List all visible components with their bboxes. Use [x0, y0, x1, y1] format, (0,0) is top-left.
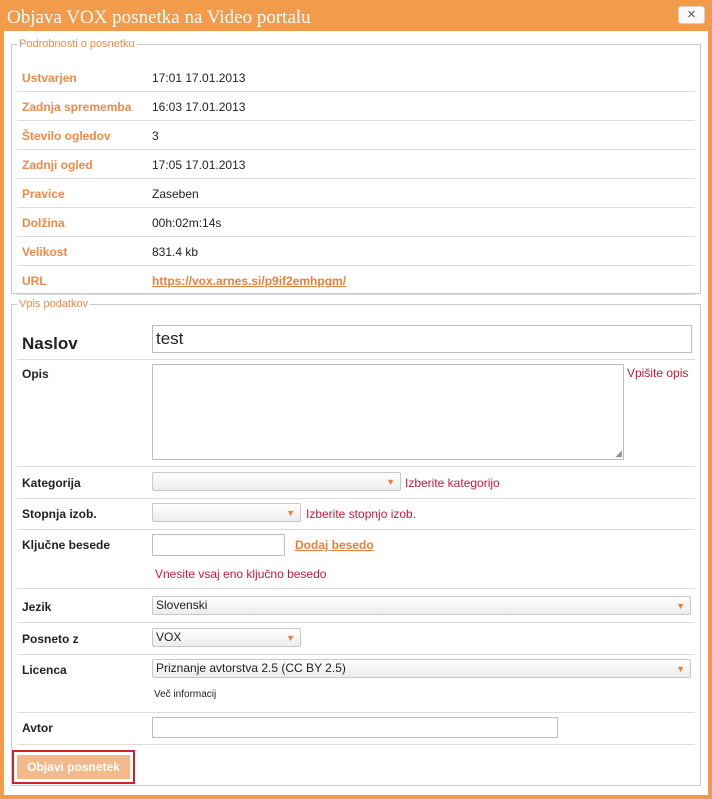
- detail-label: Zadnji ogled: [22, 158, 93, 172]
- detail-row-modified: [17, 92, 695, 121]
- divider: [17, 498, 695, 499]
- dialog-content: [4, 31, 708, 795]
- license-more-info-link[interactable]: Več informacij: [154, 689, 217, 700]
- detail-value: Zaseben: [152, 187, 199, 201]
- detail-label: Pravice: [22, 187, 65, 201]
- publish-button[interactable]: Objavi posnetek: [17, 755, 130, 779]
- divider: [17, 359, 695, 360]
- detail-row-rights: [17, 179, 695, 208]
- detail-value: 00h:02m:14s: [152, 216, 222, 230]
- description-textarea[interactable]: [152, 364, 624, 460]
- divider: [17, 744, 695, 745]
- form-fieldset: [11, 298, 701, 786]
- license-select[interactable]: [152, 659, 691, 678]
- detail-value: 3: [152, 129, 159, 143]
- dialog-title: Objava VOX posnetka na Video portalu: [7, 7, 311, 28]
- details-fieldset: [11, 38, 701, 294]
- detail-label: Ustvarjen: [22, 71, 77, 85]
- close-button[interactable]: ×: [678, 6, 705, 24]
- detail-value: 17:01 17.01.2013: [152, 71, 246, 85]
- detail-label: Velikost: [22, 245, 68, 259]
- form-legend: Vpis podatkov: [19, 298, 89, 310]
- detail-label: URL: [22, 274, 47, 288]
- detail-row-created: [17, 63, 695, 92]
- detail-label: Zadnja sprememba: [22, 100, 132, 114]
- author-label: Avtor: [22, 721, 53, 735]
- language-select[interactable]: [152, 596, 691, 615]
- language-label: Jezik: [22, 600, 52, 614]
- detail-value: 17:05 17.01.2013: [152, 158, 246, 172]
- license-value: Priznanje avtorstva 2.5 (CC BY 2.5): [156, 661, 346, 675]
- resize-grip-icon[interactable]: ◢: [615, 448, 622, 458]
- recorded-with-select[interactable]: [152, 628, 301, 647]
- detail-value: 831.4 kb: [152, 245, 199, 259]
- description-error: Vpišite opis: [627, 366, 689, 380]
- detail-row-duration: [17, 208, 695, 237]
- license-label: Licenca: [22, 663, 67, 677]
- detail-row-last-view: [17, 150, 695, 179]
- chevron-down-icon: ▼: [286, 633, 295, 643]
- detail-label: Število ogledov: [22, 129, 111, 143]
- recorded-with-value: VOX: [156, 630, 182, 644]
- detail-row-url: [17, 266, 695, 295]
- title-input[interactable]: test: [152, 325, 692, 353]
- detail-row-size: [17, 237, 695, 266]
- divider: [17, 712, 695, 713]
- education-label: Stopnja izob.: [22, 507, 97, 521]
- chevron-down-icon: ▼: [676, 601, 685, 611]
- detail-label: Dolžina: [22, 216, 65, 230]
- chevron-down-icon: ▼: [386, 477, 395, 487]
- detail-row-views: [17, 121, 695, 150]
- recorded-with-label: Posneto z: [22, 632, 79, 646]
- keywords-label: Ključne besede: [22, 538, 111, 552]
- divider: [17, 588, 695, 589]
- chevron-down-icon: ▼: [286, 508, 295, 518]
- add-keyword-link[interactable]: Dodaj besedo: [295, 538, 374, 552]
- education-error: Izberite stopnjo izob.: [306, 507, 417, 521]
- divider: [17, 654, 695, 655]
- category-error: Izberite kategorijo: [405, 476, 500, 490]
- divider: [17, 529, 695, 530]
- description-label: Opis: [22, 367, 49, 381]
- category-label: Kategorija: [22, 476, 81, 490]
- detail-value: 16:03 17.01.2013: [152, 100, 246, 114]
- publish-button-highlight: [12, 750, 135, 784]
- title-label: Naslov: [22, 334, 78, 353]
- category-select[interactable]: [152, 472, 401, 491]
- url-link[interactable]: https://vox.arnes.si/p9if2emhpgm/: [152, 274, 347, 288]
- divider: [17, 622, 695, 623]
- details-legend: Podrobnosti o posnetku: [19, 38, 135, 50]
- chevron-down-icon: ▼: [676, 664, 685, 674]
- language-value: Slovenski: [156, 598, 208, 612]
- keywords-error: Vnesite vsaj eno ključno besedo: [155, 567, 327, 581]
- keywords-input[interactable]: [152, 534, 285, 556]
- divider: [17, 466, 695, 467]
- author-input[interactable]: [152, 717, 558, 738]
- education-select[interactable]: [152, 503, 301, 522]
